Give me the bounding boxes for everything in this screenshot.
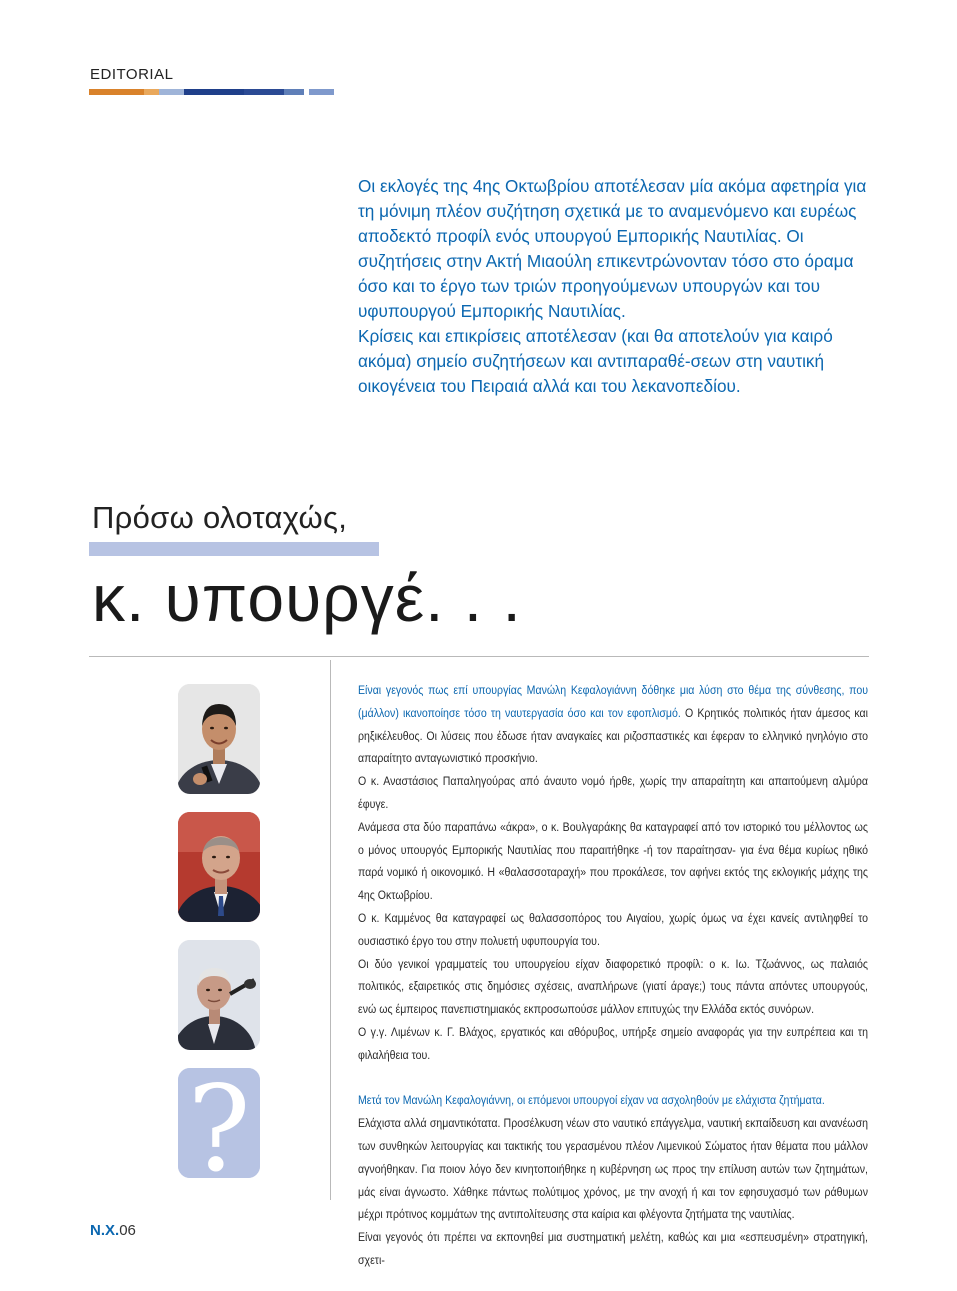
headline-line-1: Πρόσω ολοταχώς, — [92, 500, 348, 535]
body-paragraph: Ο γ.γ. Λιμένων κ. Γ. Βλάχος, εργατικός και αθόρυβος, υπήρξε σημείο αναφοράς για την ευπρέπεια και τη φιλαλήθεια του. — [358, 1024, 868, 1062]
body-paragraph: Οι δύο γενικοί γραμματείς του υπουργείου είχαν διαφορετικό προφίλ: ο κ. Ιω. Τζωάννος, ως παλαιός πολιτικός, εξαιρετικός στις δημόσιες σχέσεις, αναπλήρωνε (γιατί άραγε;) τους πάντα απόντες υπουργούς, ενώ ως έμπειρος πανεπιστημιακός εκπροσωπούσε μάλλον επιτυχώς την Ελλάδα εκτός συνόρων. — [358, 956, 868, 1017]
folio-x: X. — [105, 1222, 120, 1239]
strip-segment — [89, 89, 144, 95]
portrait-1-image — [178, 684, 260, 794]
folio-n: N. — [90, 1222, 105, 1239]
section-color-strip — [89, 89, 334, 95]
question-mark-glyph: ? — [187, 1068, 251, 1178]
lead-paragraph: Οι εκλογές της 4ης Οκτωβρίου αποτέλεσαν μία ακόμα αφετηρία για τη μόνιμη πλέον συζήτηση σχετικά με το αναμενόμενο και ευρέως αποδεκτό προφίλ ενός υπουργού Εμπορικής Ναυτιλίας. Οι συζητήσεις στην Ακτή Μιαούλη επικεντρώνονταν τόσο στο όραμα όσο και το έργο των τριών προηγούμενων υπουργών και του υφυπουργού Εμπορικής Ναυτιλίας. — [358, 176, 867, 321]
section-label: EDITORIAL — [90, 66, 174, 83]
strip-segment — [244, 89, 284, 95]
question-mark-box — [178, 1068, 260, 1178]
portrait-2-image — [178, 812, 260, 922]
body-paragraph: Ο κ. Καμμένος θα καταγραφεί ως θαλασσοπόρος του Αιγαίου, χωρίς όμως να έχει κανείς αντιληφθεί το ουσιαστικό έργο του στην πολυετή υφυπουργία του. — [358, 910, 868, 948]
lead-paragraph: Κρίσεις και επικρίσεις αποτέλεσαν (και θα αποτελούν για καιρό ακόμα) σημείο συζητήσεων και αντιπαραθέ-σεων στη ναυτική οικογένεια του Πειραιά αλλά και του λεκανοπεδίου. — [358, 326, 833, 396]
strip-segment — [184, 89, 244, 95]
horizontal-divider — [89, 656, 869, 657]
body-paragraph: Είναι γεγονός ότι πρέπει να εκπονηθεί μια συστηματική μελέτη, καθώς και μια «εσπευσμένη» στρατηγική, σχετι- — [358, 1230, 868, 1267]
strip-segment — [144, 89, 159, 95]
strip-segment — [159, 89, 184, 95]
body-paragraph: Ελάχιστα αλλά σημαντικότατα. Προσέλκυση νέων στο ναυτικό επάγγελμα, ναυτική εκπαίδευση και ανανέωση των συνθηκών λειτουργίας και τακτικής του γερασμένου πλέον Λιμενικού Σώματος ήταν θέματα που μάλλον αγνοήθηκαν. Για ποιον λόγο δεν κινητοποιήθηκε η κυβέρνηση ως προς την επίλυση αυτών των ζητημάτων, μάς είναι άγνωστο. Χάθηκε πάντως πολύτιμος χρόνος, με την ανοχή ή και τον εφησυχασμό των ράθυμων μέχρι πρότινος κομμάτων της αντιπολίτευσης στα καίρια και φλέγοντα ζητήματα της ναυτιλίας. — [358, 1116, 868, 1222]
strip-segment — [309, 89, 334, 95]
question-mark-image — [178, 1068, 260, 1178]
body-highlight-paragraph: Μετά τον Μανώλη Κεφαλογιάννη, οι επόμενοι υπουργοί είχαν να ασχοληθούν με ελάχιστα ζητήματα. — [358, 1093, 825, 1108]
headline-line-2: κ. υπουργέ. . . — [92, 561, 522, 635]
body-paragraph: Ο κ. Αναστάσιος Παπαληγούρας από άναυτο νομό ήρθε, χωρίς την απαραίτητη και απαιτούμενη αλμύρα έφυγε. — [358, 774, 868, 811]
strip-segment — [284, 89, 304, 95]
column-divider — [330, 660, 331, 1200]
body-paragraph — [358, 679, 868, 770]
page-folio — [90, 1222, 136, 1239]
portrait-3-image — [178, 940, 260, 1050]
page-number: 06 — [119, 1222, 136, 1239]
lead-text — [358, 174, 868, 399]
body-highlight: Είναι γεγονός πως επί υπουργίας Μανώλη Κεφαλογιάννη δόθηκε μια λύση στο θέμα της σύνθεσης, που (μάλλον) ικανοποίησε τόσο τη ναυτεργασία όσο και τον εφοπλισμό. — [358, 683, 868, 720]
portrait-photo-1 — [178, 684, 260, 794]
body-paragraph: Ανάμεσα στα δύο παραπάνω «άκρα», ο κ. Βουλγαράκης θα καταγραφεί από τον ιστορικό του μέλλοντος ως ο μόνος υπουργός Εμπορικής Ναυτιλίας που παραιτήθηκε -ή τον παραίτησαν- για ένα θέμα κυρίως ηθικό παρά νομικό ή οικονομικό. Η «θαλασσοταραχή» που προκάλεσε, τον αφήνει εκτός της εκλογικής μάχης της 4ης Οκτωβρίου. — [358, 819, 868, 903]
article-body — [358, 679, 868, 1272]
portrait-photo-3 — [178, 940, 260, 1050]
paragraph-gap — [358, 1067, 868, 1090]
headline-accent-bar — [89, 542, 379, 556]
body-text: Ο Κρητικός πολιτικός ήταν άμεσος και ρηξικέλευθος. Οι λύσεις που έδωσε ήταν αναγκαίες και ριζοσπαστικές και έφεραν το ελληνικό ηνηλόγιο στο απαραίτητο ανταγωνιστικό προσκήνιο. — [358, 705, 868, 766]
portrait-photo-2 — [178, 812, 260, 922]
